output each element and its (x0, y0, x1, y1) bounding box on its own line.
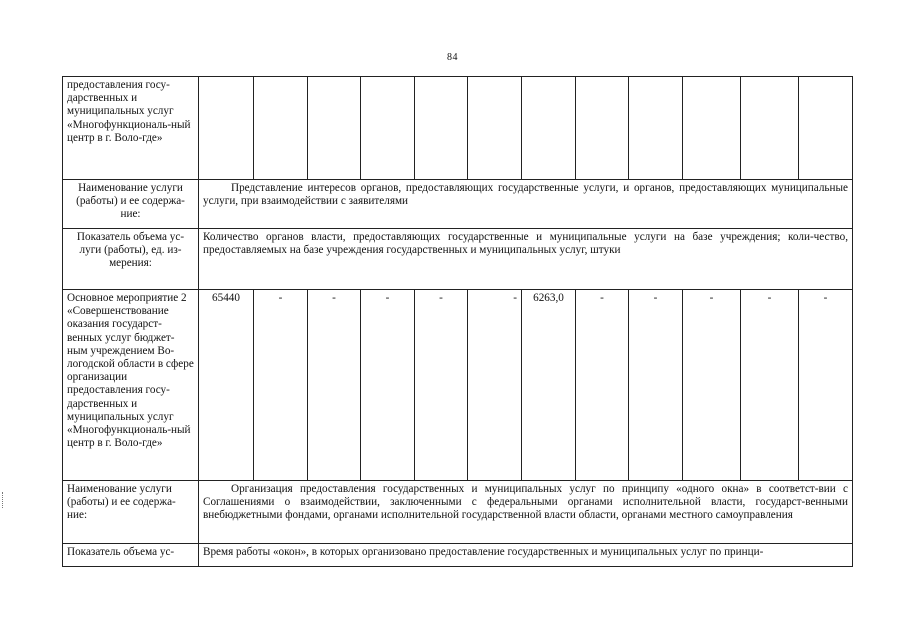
indicator-description: Время работы «окон», в которых организовано предоставление государственных и муниципальных услуг по принци- (199, 544, 853, 567)
value-cell: - (576, 290, 629, 481)
empty-cell (468, 77, 522, 180)
table-row-service-name (63, 481, 853, 544)
empty-cell (576, 77, 629, 180)
value-cell: - (799, 290, 853, 481)
table-row-service-name (63, 180, 853, 229)
value-cell: - (629, 290, 683, 481)
program-table (62, 76, 853, 567)
empty-cell (522, 77, 576, 180)
table-row-main-event (63, 290, 853, 481)
value-cell: 6263,0 (522, 290, 576, 481)
value-cell: - (468, 290, 522, 481)
table-row-continuation (63, 77, 853, 180)
row-label: Показатель объема ус- (63, 544, 199, 567)
service-description (199, 481, 853, 544)
empty-cell (629, 77, 683, 180)
value-cell: - (361, 290, 415, 481)
empty-cell (683, 77, 741, 180)
indicator-description: Количество органов власти, предоставляющих государственные и муниципальные услуги на базе учреждения; коли-чество, предоставляемых на базе учреждения государственных и муниципальных услуг, штуки (199, 229, 853, 290)
value-cell: 65440 (199, 290, 254, 481)
empty-cell (799, 77, 853, 180)
value-cell: - (741, 290, 799, 481)
empty-cell (254, 77, 308, 180)
empty-cell (199, 77, 254, 180)
table-row-volume-indicator (63, 544, 853, 567)
value-cell: - (415, 290, 468, 481)
row-label: предоставления госу-дарственных и муниципальных услуг «Многофункциональ-ный центр в г. Воло-где» (63, 77, 199, 180)
service-description-text: Представление интересов органов, предоставляющих государственные услуги, и органов, предоставляющих муниципальные услуги, при взаимодействии с заявителями (203, 182, 848, 208)
row-label: Показатель объема ус-луги (работы), ед. из-мерения: (63, 229, 199, 290)
row-label: Наименование услуги (работы) и ее содержа-ние: (63, 180, 199, 229)
row-label: Основное мероприятие 2 «Совершенствование оказания государст-венных услуг бюджет-ным учреждением Во-логодской области в сфере организации предоставления госу-дарственных и муниципальных услуг «Многофункциональ-ный центр в г. Воло-где» (63, 290, 199, 481)
empty-cell (415, 77, 468, 180)
margin-mark (2, 492, 7, 508)
value-cell: - (683, 290, 741, 481)
table-row-volume-indicator (63, 229, 853, 290)
row-label: Наименование услуги (работы) и ее содержа-ние: (63, 481, 199, 544)
service-description-text: Организация предоставления государственных и муниципальных услуг по принципу «одного окна» в соответст-вии с Соглашениями о взаимодействии, заключенными с федеральными органами исполнительной власти, государст-венными внебюджетными фондами, органами исполнительной государственной власти области, органами местного самоуправления (203, 483, 848, 522)
empty-cell (741, 77, 799, 180)
value-cell: - (308, 290, 361, 481)
value-cell: - (254, 290, 308, 481)
page-number: 84 (447, 52, 458, 63)
empty-cell (308, 77, 361, 180)
service-description (199, 180, 853, 229)
empty-cell (361, 77, 415, 180)
